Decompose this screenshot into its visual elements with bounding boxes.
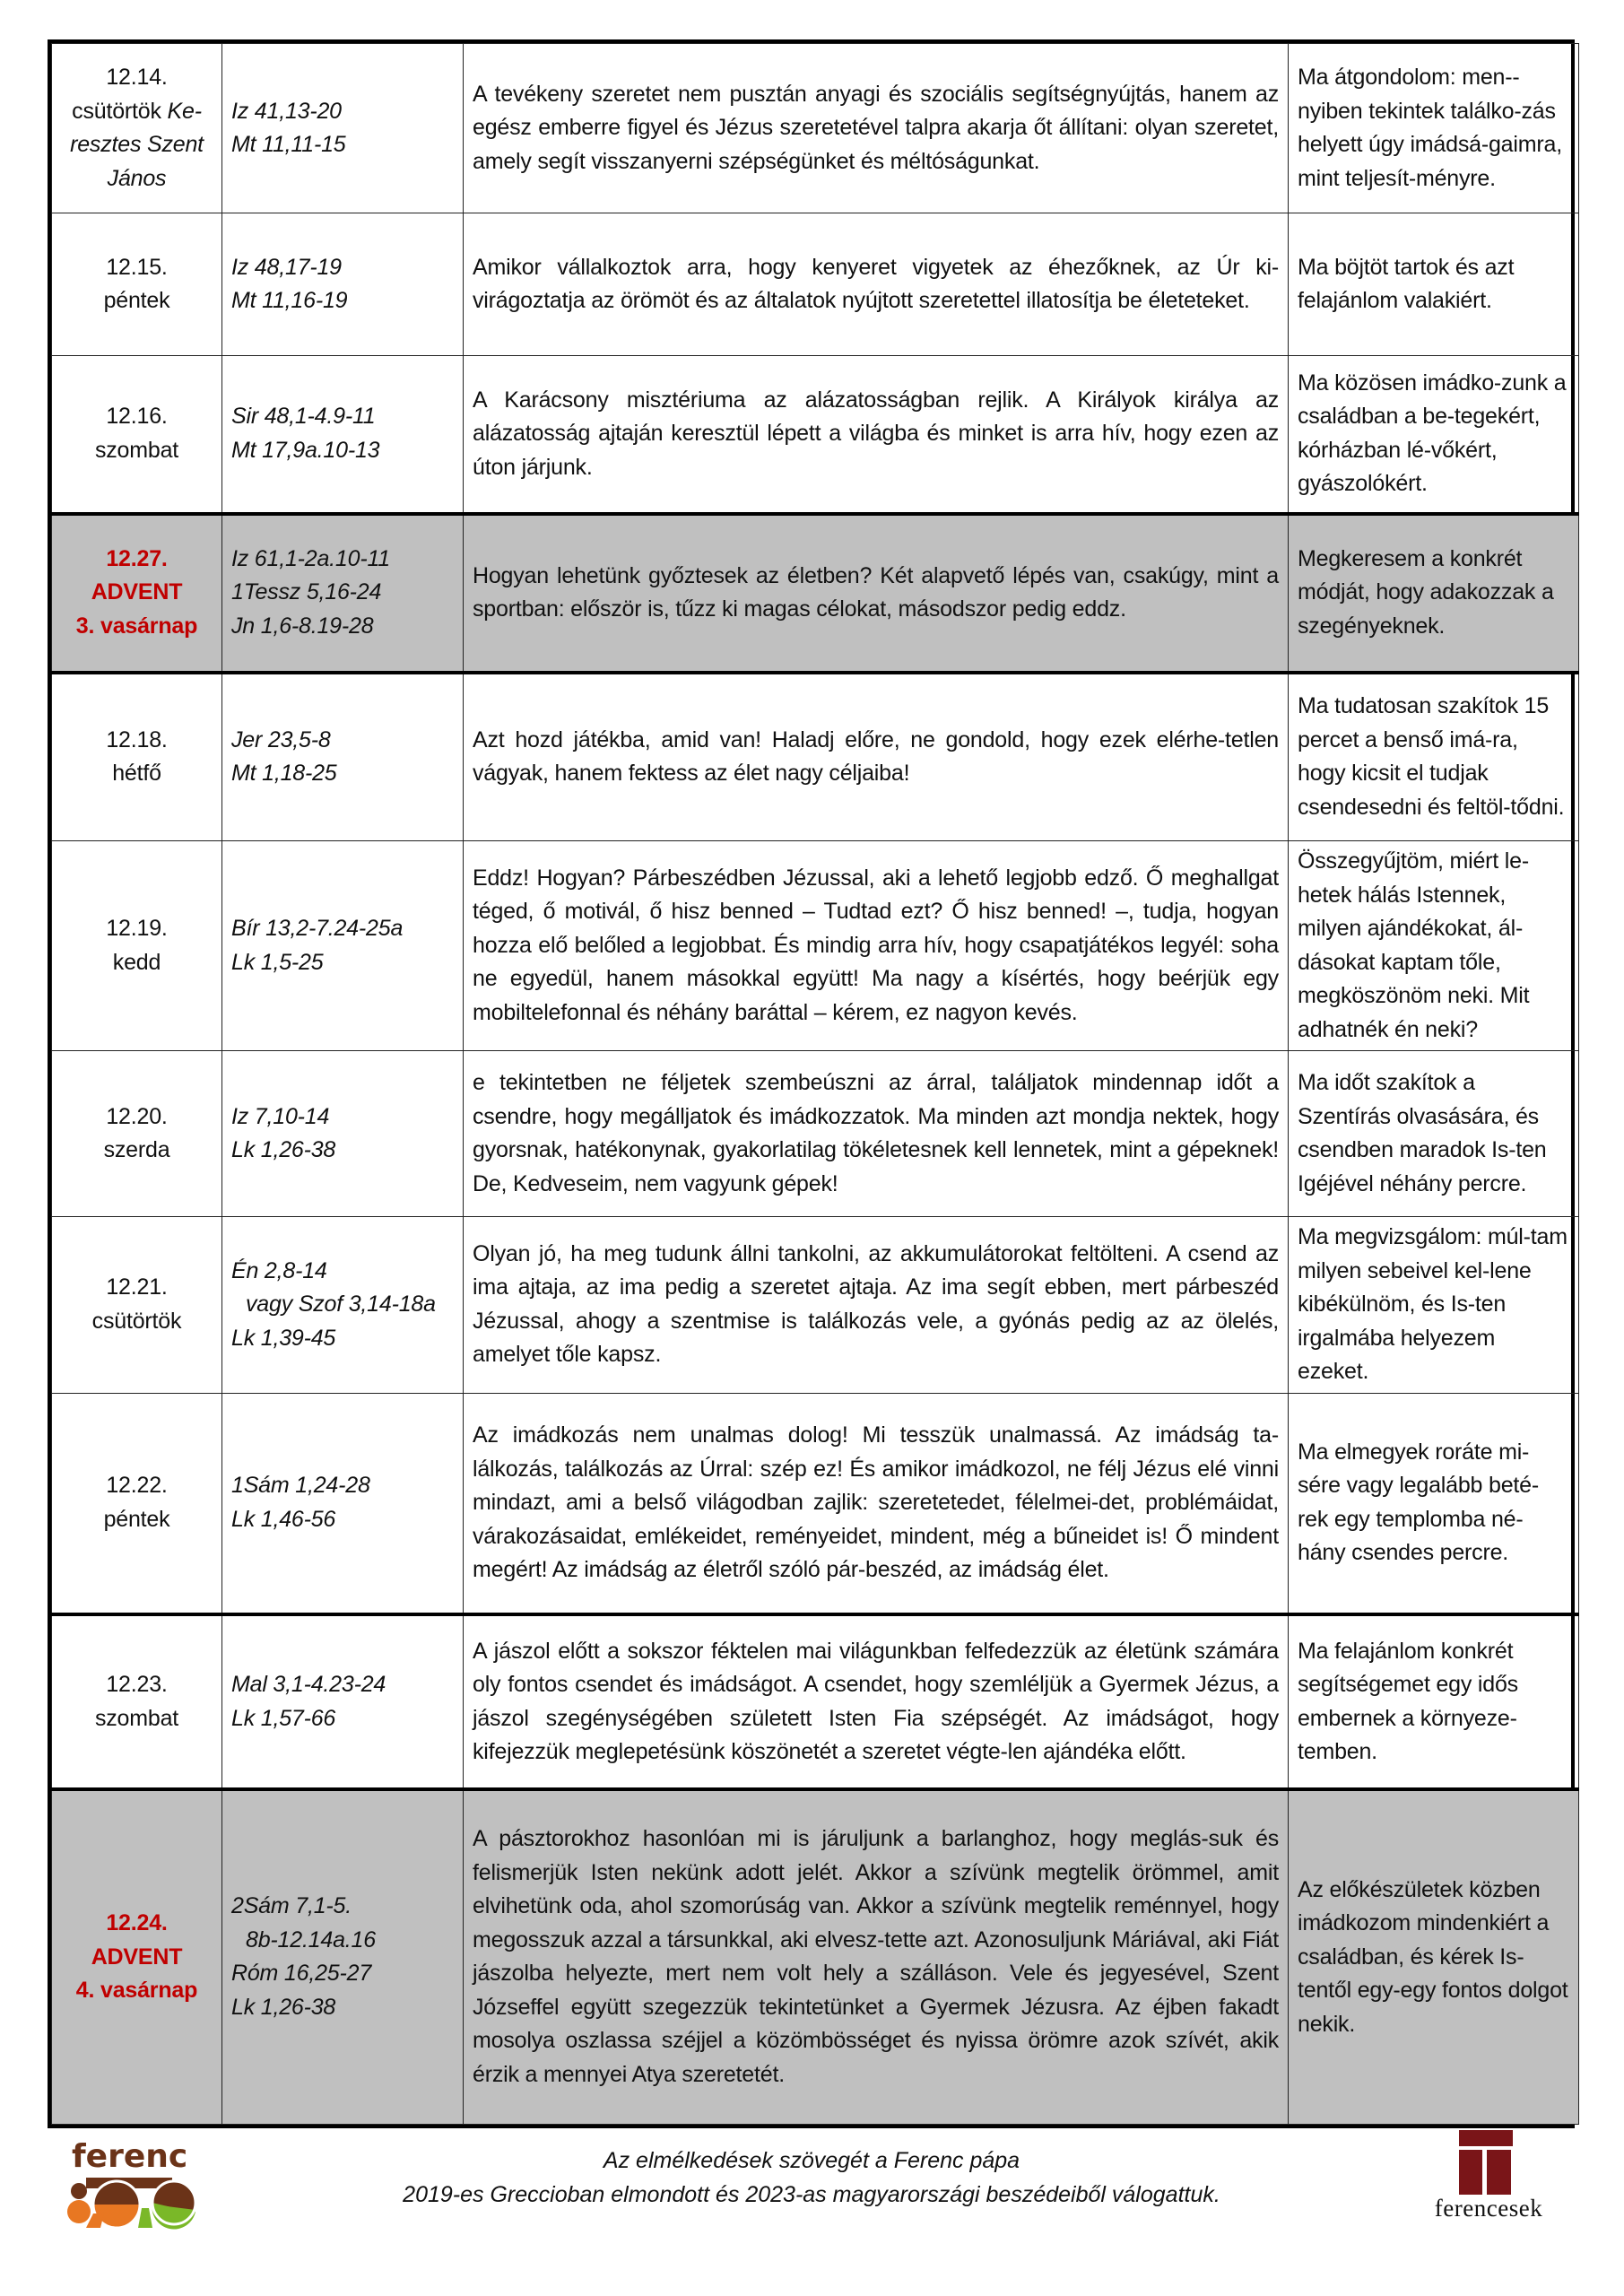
calendar-row — [52, 356, 1579, 514]
daily-resolution: Ma megvizsgálom: múl-tam milyen sebeivel kel-lene kibékülnöm, és Is-ten irgalmába helyezem ezeket. — [1289, 1217, 1579, 1394]
scripture-reference: Mt 11,11-15 — [231, 132, 346, 157]
reflection-text: A pásztorokhoz hasonlóan mi is járuljunk a barlanghoz, hogy meglás-suk és felismerjük Isten nekünk adott jelét. Akkor a szívünk megtelik örömmel, amit elvihetünk oda, ahol szomorúság van. Akkor a szívünk megtelik reménnyel, hogy megosszuk azzal a társunkkal, aki elvesz-tette azt. Azonosuljunk Máriával, aki Fiát jászolba helyezte, mert nem volt hely a szálláson. Vele és jegyesével, Szent Józseffel együtt szegezzük tekintetünket a Gyermek Jézusra. Az éjben fakadt mosolya oszlassa széjjel a közömbösséget és nyissa örömre azok szívét, akik érzik a mennyei Atya szeretetét. — [464, 1789, 1289, 2124]
date-label: 12.16. — [106, 404, 168, 430]
daily-resolution: Ma átgondolom: men--nyiben tekintek találko-zás helyett úgy imádsá-gaimra, mint teljesít-ményre. — [1289, 44, 1579, 213]
date-cell — [52, 1789, 222, 2124]
scripture-reference: vagy Szof 3,14-18a — [246, 1292, 436, 1317]
scripture-references-cell — [222, 1393, 464, 1614]
scripture-reference: 8b-12.14a.16 — [246, 1926, 376, 1952]
scripture-reference: 1Tessz 5,16-24 — [231, 579, 382, 605]
feast-name: Ke-resztes Szent János — [70, 98, 204, 191]
weekday-text: hétfő — [112, 761, 161, 787]
weekday-label — [61, 576, 213, 610]
scripture-reference: Iz 7,10-14 — [231, 1103, 330, 1129]
weekday-text: csütörtök — [91, 1308, 182, 1334]
weekday-text: szerda — [103, 1137, 170, 1162]
scripture-reference: Én 2,8-14 — [231, 1257, 327, 1283]
calendar-row — [52, 1217, 1579, 1394]
scripture-references-cell — [222, 514, 464, 673]
date-cell — [52, 841, 222, 1051]
ferenc-800-numerals-icon — [59, 2142, 203, 2240]
date-label: 12.27. — [106, 545, 168, 571]
daily-resolution: Ma tudatosan szakítok 15 percet a benső imá-ra, hogy kicsit el tudjak csendesedni és feltöl-tődni. — [1289, 673, 1579, 841]
weekday-label — [61, 1134, 213, 1168]
scripture-references-cell — [222, 1051, 464, 1217]
date-label: 12.22. — [106, 1473, 168, 1499]
calendar-row — [52, 1051, 1579, 1217]
date-cell — [52, 1217, 222, 1394]
reflection-text: A jászol előtt a sokszor féktelen mai világunkban felfedezzük az életünk számára oly fontos csendet és imádságot. A csendet, hogy szemléljük a Gyermek Jézus, a jászol szegénységében született Isten Fia szépségét. Az imádságot, hogy kifejezzük meglepetésünk köszönetét a szeretet végte-len ajándéka előtt. — [464, 1614, 1289, 1789]
scripture-references-cell — [222, 1614, 464, 1789]
scripture-references-cell — [222, 1217, 464, 1394]
daily-resolution: Összegyűjtöm, miért le-hetek hálás Istennek, milyen ajándékokat, ál-dásokat kaptam tőle, megköszönöm neki. Mit adhatnék én neki? — [1289, 841, 1579, 1051]
daily-resolution: Ma időt szakítok a Szentírás olvasására, és csendben maradok Is-ten Igéjével néhány percre. — [1289, 1051, 1579, 1217]
ferenc-logo-word: ferenc — [72, 2138, 188, 2175]
calendar-row — [52, 213, 1579, 356]
weekday-label — [61, 1702, 213, 1736]
reflection-text: A tevékeny szeretet nem pusztán anyagi és szociális segítségnyújtás, hanem az egész emberre figyel és Jézus szeretetével talpra akarja őt állítani: olyan szeretet, amely segít visszanyerni szépségünket és méltóságunkat. — [464, 44, 1289, 213]
footer-attribution — [341, 2144, 1282, 2212]
scripture-reference: Jer 23,5-8 — [231, 726, 331, 752]
scripture-reference: Bír 13,2-7.24-25a — [231, 916, 404, 941]
calendar-row — [52, 1393, 1579, 1614]
scripture-reference: Jn 1,6-8.19-28 — [231, 613, 374, 639]
weekday-label — [61, 1941, 213, 1975]
franciscan-tau-icon — [1459, 2130, 1513, 2195]
reflection-text: e tekintetben ne féljetek szembeúszni az árral, találjatok mindennap időt a csendre, hogy megálljatok és imádkozzatok. Ma minden azt mondja nektek, hogy gyorsnak, hatékonynak, gyakorlatilag tökéletesnek kell lennetek, mint a gépeknek! De, Kedveseim, nem vagyunk gépek! — [464, 1051, 1289, 1217]
reflection-text: Hogyan lehetünk győztesek az életben? Két alapvető lépés van, csakúgy, mint a sportban: először is, tűzz ki magas célokat, másodszor pedig eddz. — [464, 514, 1289, 673]
weekday-text: szombat — [94, 437, 179, 463]
scripture-reference: Lk 1,5-25 — [231, 949, 324, 975]
weekday-label — [61, 1305, 213, 1339]
calendar-row — [52, 841, 1579, 1051]
footer-line-1: Az elmélkedések szövegét a Ferenc pápa — [603, 2148, 1020, 2173]
reflection-text: Olyan jó, ha meg tudunk állni tankolni, az akkumulátorokat feltölteni. A csend az ima ajtaja, az ima pedig a szeretet ajtaja. Az ima segít ebben, mert párbeszéd Jézussal, ahogy a szentmise is találkozás vele, a gyónás pedig az az ölelés, amelyet tőle kapsz. — [464, 1217, 1289, 1394]
scripture-references-cell — [222, 1789, 464, 2124]
scripture-references-cell — [222, 841, 464, 1051]
weekday-text: péntek — [103, 1506, 170, 1532]
weekday-label — [61, 95, 213, 196]
date-label: 12.18. — [106, 726, 168, 752]
reflection-text: Eddz! Hogyan? Párbeszédben Jézussal, aki a lehető legjobb edző. Ő meghallgat téged, ő motivál, ő hisz benned – Tudtad ezt? Ő hisz benned! –, tudja, hogyan hozza elő belőled a legjobbat. És mindig arra hív, hogy csapatjátékos legyél: soha ne egyedül, hanem másokkal együtt! Ma nagy a kísértés, hogy beérjük egy mobiltelefonnal és néhány baráttal – kérem, ez nagyon kevés. — [464, 841, 1289, 1051]
scripture-reference: Róm 16,25-27 — [231, 1961, 372, 1987]
calendar-row — [52, 44, 1579, 213]
calendar-row — [52, 1614, 1579, 1789]
date-label: 12.19. — [106, 916, 168, 941]
weekday-label — [61, 434, 213, 468]
scripture-references-cell — [222, 673, 464, 841]
reflection-text: A Karácsony misztériuma az alázatosságban rejlik. A Királyok királya az alázatosság ajtaján keresztül lépett a világba és minket is arra hív, hogy ezen az úton járjunk. — [464, 356, 1289, 514]
scripture-reference: Lk 1,46-56 — [231, 1506, 336, 1532]
daily-resolution: Ma közösen imádko-zunk a családban a be-tegekért, kórházban lé-vőkért, gyászolókért. — [1289, 356, 1579, 514]
reflection-text: Amikor vállalkoztok arra, hogy kenyeret vigyetek az éhezőknek, az Úr ki-virágoztatja az örömöt és az általatok nyújtott szeretettel illatosítja be életeteket. — [464, 213, 1289, 356]
weekday-text: ADVENT — [91, 1944, 183, 1970]
scripture-reference: 2Sám 7,1-5. — [231, 1893, 352, 1919]
weekday-label — [61, 757, 213, 791]
sunday-label: 3. vasárnap — [75, 613, 198, 639]
date-label: 12.23. — [106, 1672, 168, 1697]
calendar-row — [52, 673, 1579, 841]
calendar-rows — [52, 44, 1579, 2125]
ferencesek-logo-word: ferencesek — [1434, 2195, 1543, 2222]
date-cell — [52, 1051, 222, 1217]
scripture-reference: Lk 1,57-66 — [231, 1705, 336, 1731]
scripture-reference: Lk 1,39-45 — [231, 1325, 336, 1351]
reflection-text: Azt hozd játékba, amid van! Haladj előre, ne gondold, hogy ezek elérhe-tetlen vágyak, hanem fektess az élet nagy céljaiba! — [464, 673, 1289, 841]
date-label: 12.24. — [106, 1910, 168, 1935]
date-cell — [52, 673, 222, 841]
weekday-text: péntek — [103, 288, 170, 313]
scripture-reference: Mt 11,16-19 — [231, 288, 348, 313]
scripture-reference: Mal 3,1-4.23-24 — [231, 1672, 386, 1697]
scripture-reference: Iz 48,17-19 — [231, 254, 342, 280]
sunday-label: 4. vasárnap — [75, 1978, 198, 2003]
date-label: 12.15. — [106, 254, 168, 280]
scripture-reference: Iz 61,1-2a.10-11 — [231, 545, 391, 571]
scripture-reference: Iz 41,13-20 — [231, 98, 342, 124]
date-cell — [52, 1393, 222, 1614]
scripture-reference: 1Sám 1,24-28 — [231, 1473, 370, 1499]
daily-resolution: Az előkészületek közben imádkozom mindenkiért a családban, és kérek Is-tentől egy-egy fontos dolgot nekik. — [1289, 1789, 1579, 2124]
advent-calendar-table — [51, 43, 1579, 2125]
date-cell — [52, 1614, 222, 1789]
calendar-row — [52, 1789, 1579, 2124]
advent-calendar-table-frame — [48, 39, 1575, 2128]
scripture-references-cell — [222, 44, 464, 213]
weekday-text: ADVENT — [91, 579, 183, 605]
scripture-reference: Lk 1,26-38 — [231, 1994, 336, 2020]
date-cell — [52, 514, 222, 673]
weekday-label — [61, 284, 213, 318]
date-cell — [52, 213, 222, 356]
weekday-text: szombat — [94, 1705, 179, 1731]
scripture-reference: Sir 48,1-4.9-11 — [231, 404, 376, 430]
daily-resolution: Ma böjtöt tartok és azt felajánlom valakiért. — [1289, 213, 1579, 356]
reflection-text: Az imádkozás nem unalmas dolog! Mi tesszük unalmassá. Az imádság ta-lálkozás, találkozás az Úrral: szép ez! És amikor imádkozol, ne félj Jézus elé vinni mindazt, ami a belső világodban zajlik: szeretetedet, félelmei-det, problémáidat, várakozásaidat, emlékeidet, reményeidet, mindent, még a bűneidet is! Ő mindent megért! Az imádság az életről szóló pár-beszéd, az imádság élet. — [464, 1393, 1289, 1614]
calendar-row — [52, 514, 1579, 673]
ferenc-800-logo — [59, 2138, 203, 2240]
date-cell — [52, 44, 222, 213]
weekday-text: kedd — [112, 949, 161, 975]
ferencesek-logo — [1421, 2130, 1556, 2229]
weekday-label — [61, 946, 213, 980]
scripture-reference: Mt 17,9a.10-13 — [231, 437, 380, 463]
daily-resolution: Ma felajánlom konkrét segítségemet egy idős embernek a környeze-temben. — [1289, 1614, 1579, 1789]
scripture-reference: Lk 1,26-38 — [231, 1137, 336, 1162]
date-label: 12.20. — [106, 1103, 168, 1129]
date-label: 12.14. — [106, 65, 168, 90]
date-label: 12.21. — [106, 1274, 168, 1300]
scripture-references-cell — [222, 356, 464, 514]
footer-line-2: 2019-es Greccioban elmondott és 2023-as magyarországi beszédeiből válogattuk. — [403, 2182, 1220, 2207]
weekday-label — [61, 1503, 213, 1537]
daily-resolution: Megkeresem a konkrét módját, hogy adakozzak a szegényeknek. — [1289, 514, 1579, 673]
scripture-reference: Mt 1,18-25 — [231, 761, 337, 787]
date-cell — [52, 356, 222, 514]
daily-resolution: Ma elmegyek roráte mi-sére vagy legalább beté-rek egy templomba né-hány csendes percre. — [1289, 1393, 1579, 1614]
weekday-text: csütörtök — [72, 98, 168, 124]
scripture-references-cell — [222, 213, 464, 356]
